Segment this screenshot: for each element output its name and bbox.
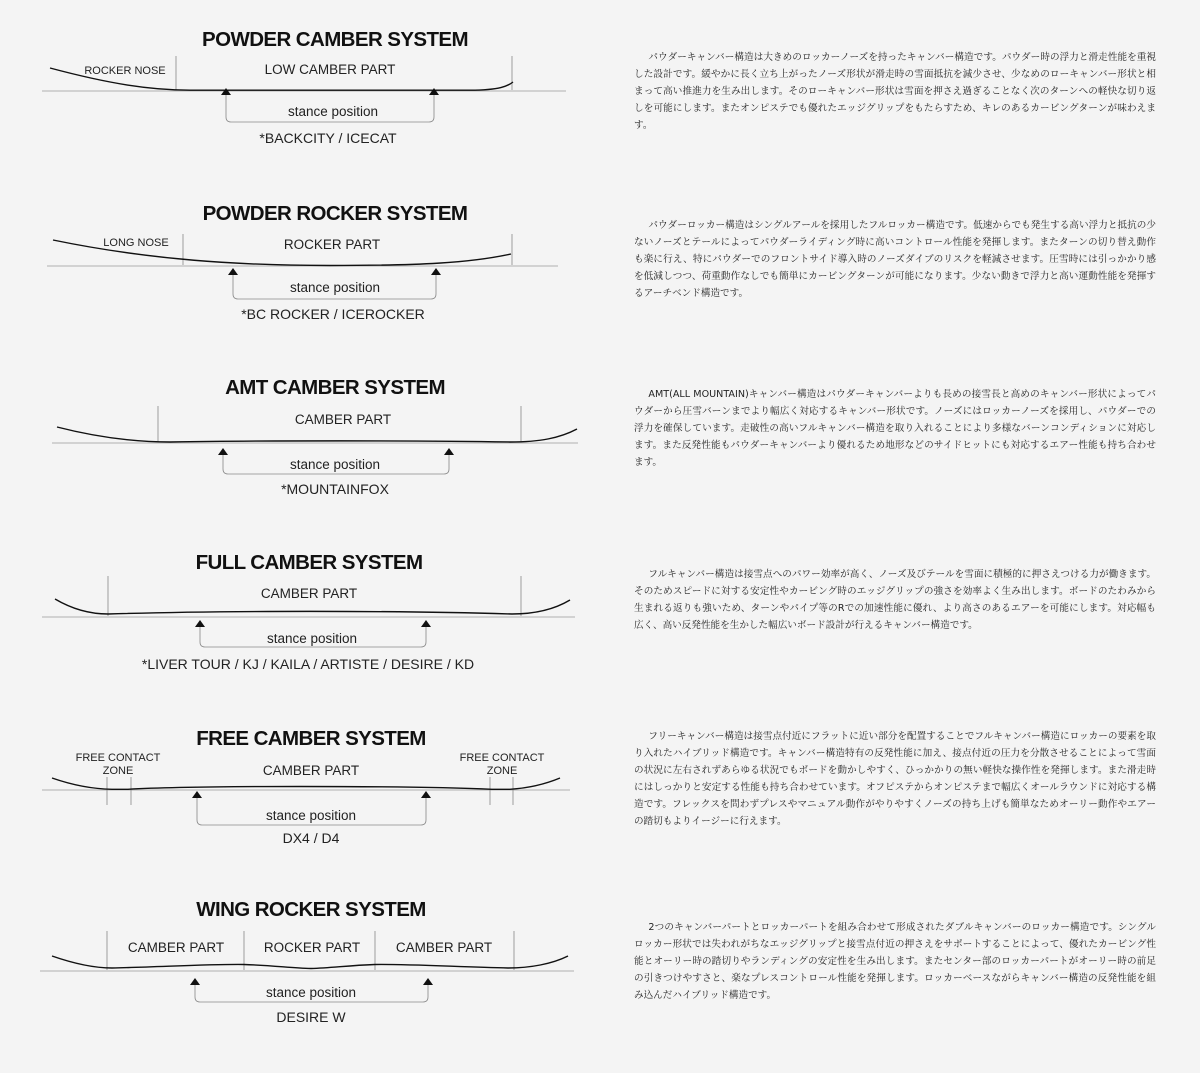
stance-label: stance position	[289, 280, 381, 295]
wing-rocker-description: 2つのキャンバーパートとロッカーパートを組み合わせて形成されたダブルキャンバーのロッカー構造です。シングルロッカー形状では失われがちなエッジグリップと接雪点付近の押さえをサポートすることによって、優れたカービング性能とオーリー時の踏切りやランディングの安定性を生み出します。またセンター部のロッカーパートがオーリー時の前足の引きつけやすさと、楽なプレスコントロール性能を発揮します。ロッカーベースながらキャンバー構造の反発性能を組み込んだハイブリッド構造です。	[634, 922, 1156, 1001]
zone-label-zone-left: ZONE	[102, 765, 134, 777]
zone-label-camber-part-right: CAMBER PART	[395, 940, 493, 955]
free-camber-diagram	[0, 727, 600, 857]
full-camber-title: FULL CAMBER SYSTEM	[195, 551, 423, 574]
stance-arrow-left	[195, 620, 205, 627]
stance-arrow-left	[221, 88, 231, 95]
wing-rocker-diagram	[0, 898, 600, 1028]
model-list: DESIRE W	[276, 1009, 346, 1025]
model-list: *MOUNTAINFOX	[281, 481, 389, 497]
zone-label-rocker-part: ROCKER PART	[283, 237, 381, 252]
amt-camber-diagram	[0, 376, 600, 506]
zone-label-free-contact-right: FREE CONTACT	[459, 752, 545, 764]
model-list: *BACKCITY / ICECAT	[259, 130, 397, 146]
stance-label: stance position	[265, 808, 357, 823]
powder-camber-diagram	[0, 28, 600, 158]
powder-camber-title: POWDER CAMBER SYSTEM	[202, 28, 468, 51]
zone-label-camber-part: CAMBER PART	[294, 412, 392, 427]
stance-label: stance position	[265, 985, 357, 1000]
stance-arrow-right	[431, 268, 441, 275]
board-profile	[55, 599, 570, 614]
stance-arrow-left	[192, 791, 202, 798]
powder-camber-section	[0, 28, 1200, 203]
zone-label-rocker-nose: ROCKER NOSE	[84, 65, 166, 77]
free-camber-title: FREE CAMBER SYSTEM	[196, 727, 426, 750]
free-camber-description: フリーキャンバー構造は接雪点付近にフラットに近い部分を配置することでフルキャンバー構造にロッカーの要素を取り入れたハイブリッド構造です。キャンバー構造特有の反発性能に加え、接点付近の圧力を分散させることによって雪面の状況に左右されずあらゆる状況でもボードを動かしやすく、ひっかかりの無い軽快な操作性を発揮します。また滑走時にはしっかりと安定する性能も持ち合わせています。オフピステからオンピステまで幅広くオールラウンドに対応する構造です。フレックスを問わずプレスやマニュアル動作がやりやすくノーズの持ち上げも簡単なためオーリー動作やエアーの踏切もよりイージーに行えます。	[634, 731, 1156, 827]
powder-camber-description: パウダーキャンバー構造は大きめのロッカーノーズを持ったキャンバー構造です。パウダー時の浮力と滑走性能を重視した設計です。緩やかに長く立ち上がったノーズ形状が滑走時の雪面抵抗を減少させ、少なめのローキャンバー形状と相まって高い推進力を生み出します。そのローキャンバー形状は雪面を押さえ過ぎることなく次のターンへの軽快な切り返しを可能にします。またオンピステでも優れたエッジグリップをもたらすため、キレのあるカービングターンが味わえます。	[634, 52, 1156, 131]
stance-label: stance position	[266, 631, 358, 646]
full-camber-description: フルキャンバー構造は接雪点へのパワー効率が高く、ノーズ及びテールを雪面に積極的に押さえつける力が働きます。そのためスピードに対する安定性やカービング時のエッジグリップの強さを効率よく生み出します。ボードのたわみから生まれる返りも強いため、ターンやパイプ等のRでの加速性能に優れ、より高さのあるエアーを可能にします。対応幅も広く、高い反発性能を生かした幅広いボード設計が行えるキャンバー構造です。	[634, 569, 1156, 631]
stance-arrow-left	[228, 268, 238, 275]
powder-rocker-diagram	[0, 202, 600, 332]
zone-label-long-nose: LONG NOSE	[103, 237, 169, 249]
free-camber-section	[0, 727, 1200, 902]
powder-rocker-section	[0, 202, 1200, 377]
stance-arrow-left	[218, 448, 228, 455]
zone-label-rocker-part: ROCKER PART	[263, 940, 361, 955]
stance-label: stance position	[287, 104, 379, 119]
stance-arrow-right	[429, 88, 439, 95]
stance-label: stance position	[289, 457, 381, 472]
zone-label-camber-part-left: CAMBER PART	[127, 940, 225, 955]
model-list: *BC ROCKER / ICEROCKER	[241, 306, 425, 322]
powder-rocker-title: POWDER ROCKER SYSTEM	[202, 202, 468, 225]
zone-label-free-contact-left: FREE CONTACT	[75, 752, 161, 764]
stance-arrow-right	[421, 791, 431, 798]
zone-label-zone-right: ZONE	[486, 765, 518, 777]
full-camber-section	[0, 551, 1200, 726]
powder-rocker-description: パウダーロッカー構造はシングルアールを採用したフルロッカー構造です。低速からでも発生する高い浮力と抵抗の少ないノーズとテールによってパウダーライディング時に高いコントロール性能を発揮します。またターンの切り替え動作も楽に行え、特にパウダーでのフロントサイド導入時のノーズダイブのリスクを軽減させます。圧雪時には引っかかり感を低減しつつ、荷重動作なしでも簡単にカービングターンが可能になります。少ない動きで浮力と高い運動性能を発揮するアーチベンド構造です。	[634, 220, 1156, 299]
zone-label-camber-part: CAMBER PART	[262, 763, 360, 778]
zone-label-camber-part: CAMBER PART	[260, 586, 358, 601]
zone-label-low-camber: LOW CAMBER PART	[264, 62, 396, 77]
board-profile	[52, 778, 560, 789]
wing-rocker-title: WING ROCKER SYSTEM	[196, 898, 426, 921]
full-camber-diagram	[0, 551, 600, 681]
stance-arrow-right	[421, 620, 431, 627]
model-list: DX4 / D4	[282, 830, 340, 846]
board-profile	[57, 427, 577, 442]
board-profile	[52, 956, 568, 969]
stance-arrow-right	[423, 978, 433, 985]
model-list: *LIVER TOUR / KJ / KAILA / ARTISTE / DESIRE / KD	[141, 656, 475, 672]
stance-arrow-left	[190, 978, 200, 985]
wing-rocker-section	[0, 898, 1200, 1073]
amt-camber-description: AMT(ALL MOUNTAIN)キャンバー構造はパウダーキャンバーよりも長めの接雪長と高めのキャンバー形状によってパウダーから圧雪バーンまでより幅広く対応するキャンバー形状です。ノーズにはロッカーノーズを採用し、パウダーでの浮力を確保しています。走破性の高いフルキャンバー構造を取り入れることにより多様なバーンコンディションに対応します。また反発性能もパウダーキャンバーより優れるため地形などのサイドヒットにも対応するエアー性能も持ち合わせます。	[634, 389, 1156, 468]
amt-camber-section	[0, 376, 1200, 551]
amt-camber-title: AMT CAMBER SYSTEM	[225, 376, 445, 399]
stance-arrow-right	[444, 448, 454, 455]
